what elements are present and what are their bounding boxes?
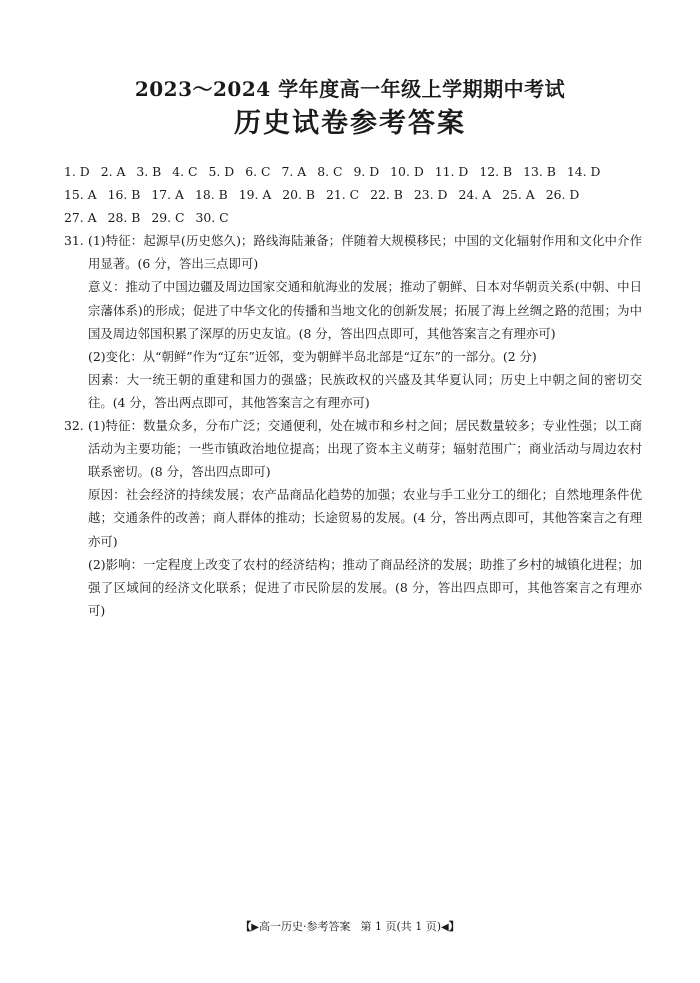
footer-page-number: 第 1 页(共 1 页): [360, 920, 442, 933]
answer-item: 3. B: [136, 164, 162, 179]
question-number: 32.: [64, 418, 84, 434]
answer-item: 14. D: [566, 164, 601, 179]
answer-item: 28. B: [107, 210, 141, 226]
q32-part1-reasons: 原因：社会经济的持续发展；农产品商品化趋势的加强；农业与手工业分工的细化；自然地理条件优越；交通条件的改善；商人群体的推动；长途贸易的发展。(4 分，答出两点即可，其他答案言之有理亦可): [88, 487, 642, 549]
multiple-choice-row-2: [64, 183, 642, 206]
q31-part1-features: (1)特征：起源早(历史悠久)；路线海陆兼备；伴随着大规模移民；中国的文化辐射作用和文化中介作用显著。(6 分，答出三点即可): [88, 233, 642, 272]
answer-item: 11. D: [434, 164, 469, 179]
answer-content: [64, 160, 642, 622]
q32-part1-features: (1)特征：数量众多，分布广泛；交通便利，处在城市和乡村之间；居民数量较多；专业性强；以工商活动为主要功能；一些市镇政治地位提高；出现了资本主义萌芽；辐射范围广；商业活动与周边农村联系密切。(8 分，答出四点即可): [88, 418, 642, 480]
question-number: 31.: [64, 233, 84, 249]
answer-item: 13. B: [523, 164, 556, 179]
right-triangle-icon: ▶: [251, 922, 259, 933]
answer-item: 23. D: [413, 187, 448, 203]
answer-item: 6. C: [245, 164, 271, 179]
answer-item: 20. B: [282, 187, 316, 203]
page-footer: [0, 919, 700, 936]
answer-item: 2. A: [100, 164, 126, 179]
answer-item: 8. C: [317, 164, 343, 179]
footer-right-bracket: 】: [448, 920, 460, 933]
answer-item: 17. A: [151, 187, 184, 203]
answer-item: 30. C: [195, 210, 229, 226]
answer-item: 12. B: [479, 164, 513, 179]
answer-item: 5. D: [208, 164, 235, 179]
answer-item: 4. C: [172, 164, 198, 179]
footer-subject: 高一历史·参考答案: [258, 920, 351, 933]
answer-item: 22. B: [370, 187, 403, 203]
answer-item: 1. D: [64, 164, 90, 179]
multiple-choice-row-1: [64, 160, 642, 183]
answer-item: 21. C: [326, 187, 360, 203]
footer-left-bracket: 【: [240, 920, 252, 933]
answer-item: 25. A: [502, 187, 535, 203]
answer-item: 29. C: [151, 210, 185, 226]
answer-item: 26. D: [545, 187, 580, 203]
left-triangle-icon: ◀: [441, 922, 449, 933]
answer-item: 18. B: [194, 187, 228, 203]
question-31: [64, 229, 642, 414]
answer-item: 16. B: [107, 187, 141, 203]
answer-item: 15. A: [64, 187, 97, 203]
exam-title: 2023～2024 学年度高一年级上学期期中考试: [134, 77, 566, 101]
multiple-choice-row-3: [64, 206, 642, 229]
q31-part1-significance: 意义：推动了中国边疆及周边国家交通和航海业的发展；推动了朝鲜、日本对华朝贡关系(中朝、中日宗藩体系)的形成；促进了中华文化的传播和当地文化的创新发展；拓展了海上丝绸之路的范围；为中国及周边邻国积累了深厚的历史友谊。(8 分，答出四点即可，其他答案言之有理亦可): [88, 279, 642, 341]
q32-part2-impact: (2)影响：一定程度上改变了农村的经济结构；推动了商品经济的发展；助推了乡村的城镇化进程；加强了区域间的经济文化联系；促进了市民阶层的发展。(8 分，答出四点即可，其他答案言之有理亦可): [88, 556, 642, 618]
answer-item: 24. A: [458, 187, 492, 203]
answer-item: 9. D: [353, 164, 380, 179]
q31-part2-change: (2)变化：从“朝鲜”作为“辽东”近邻，变为朝鲜半岛北部是“辽东”的一部分。(2 分): [88, 348, 537, 364]
question-32: [64, 414, 642, 622]
document-title: 历史试卷参考答案: [234, 108, 466, 139]
answer-item: 7. A: [281, 164, 307, 179]
q31-part2-factors: 因素：大一统王朝的重建和国力的强盛；民族政权的兴盛及其华夏认同；历史上中朝之间的密切交往。(4 分，答出两点即可，其他答案言之有理亦可): [88, 371, 642, 410]
answer-item: 10. D: [390, 164, 424, 179]
answer-item: 19. A: [238, 187, 272, 203]
answer-item: 27. A: [64, 210, 97, 226]
